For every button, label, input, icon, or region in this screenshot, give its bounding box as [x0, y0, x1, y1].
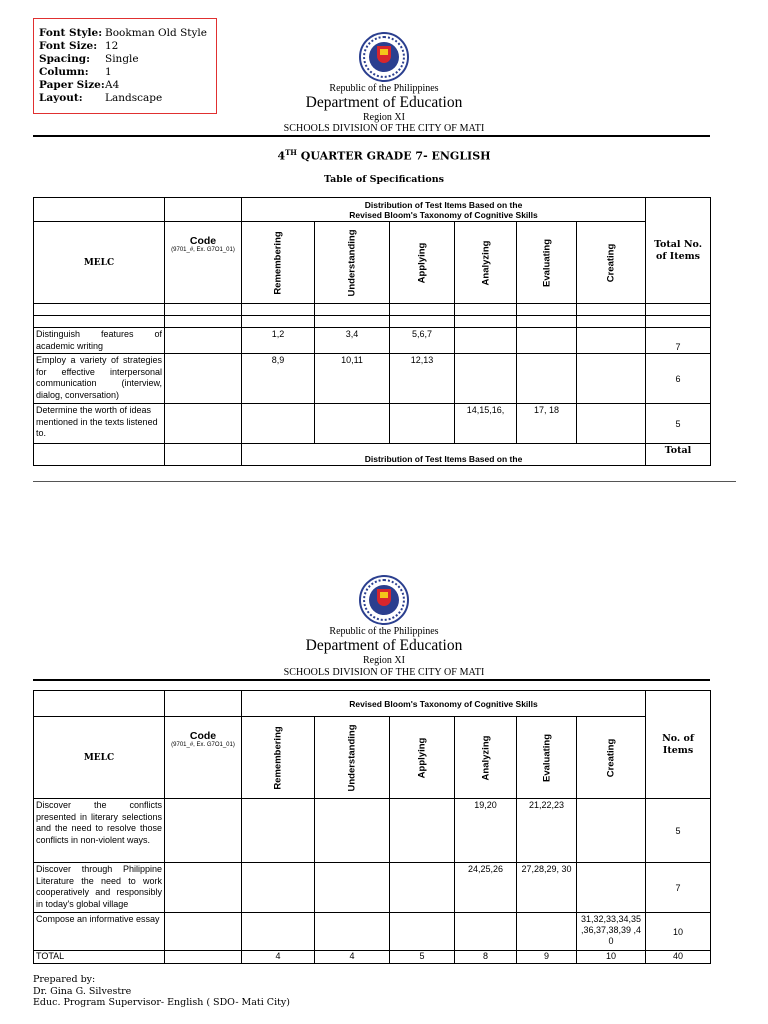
footer-total: Total [646, 444, 711, 466]
item-cell [315, 799, 390, 863]
grand-total-cell: 40 [646, 951, 711, 964]
total-cell: 10 [646, 913, 711, 951]
melc-cell: Compose an informative essay [34, 913, 165, 951]
total-cell: 5 [646, 799, 711, 863]
empty-cell [34, 198, 165, 222]
skill-header [315, 222, 390, 304]
item-cell: 24,25,26 [455, 863, 517, 913]
footer-row [34, 444, 711, 466]
region-text: Region XI [363, 112, 405, 123]
empty-cell [34, 444, 165, 466]
code-header [165, 717, 242, 799]
item-cell [455, 354, 517, 404]
melc-cell: Employ a variety of strategies for effective interpersonal communication (interview, dialog, conversation) [34, 354, 165, 404]
format-label: Column: [39, 66, 89, 78]
total-items-header: No. of Items [646, 691, 711, 799]
preparer-name: Dr. Gina G. Silvestre [33, 985, 132, 997]
format-label: Font Style: [39, 27, 103, 39]
skill-analyzing: Analyzing [480, 240, 491, 285]
code-cell [165, 951, 242, 964]
skill-header [455, 222, 517, 304]
skill-evaluating: Evaluating [541, 238, 552, 287]
total-cell: 6 [646, 354, 711, 404]
item-cell [242, 913, 315, 951]
skill-header [242, 717, 315, 799]
department-title: Department of Education [305, 94, 463, 111]
tos-table-1 [33, 197, 711, 466]
skill-applying: Applying [416, 242, 428, 283]
code-format: (9701_#, Ex. G7O1_01) [171, 742, 235, 748]
format-value: 12 [105, 40, 119, 52]
code-label: Code [189, 730, 217, 742]
item-cell [315, 404, 390, 444]
format-value: Single [105, 53, 139, 65]
deped-seal-icon [359, 575, 409, 625]
skills-row [34, 222, 711, 304]
division-text: SCHOOLS DIVISION OF THE CITY OF MATI [283, 667, 485, 678]
item-cell: 1,2 [242, 328, 315, 354]
total-row [34, 951, 711, 964]
item-cell [455, 328, 517, 354]
header-row [34, 198, 711, 222]
item-cell [577, 404, 646, 444]
spacer-row [34, 316, 711, 328]
skill-creating: Creating [605, 738, 617, 777]
quarter-rest: QUARTER GRADE 7- ENGLISH [296, 149, 491, 163]
department-title: Department of Education [305, 637, 463, 654]
format-row [39, 27, 216, 40]
code-format: (9701_#, Ex. G7O1_01) [171, 247, 235, 253]
code-cell [165, 799, 242, 863]
item-cell [315, 913, 390, 951]
item-cell: 5,6,7 [390, 328, 455, 354]
item-cell [242, 404, 315, 444]
item-cell [517, 913, 577, 951]
code-label: Code [189, 235, 217, 247]
spacer-row [34, 304, 711, 316]
skills-row [34, 717, 711, 799]
format-label: Paper Size: [39, 79, 105, 91]
format-label: Spacing: [39, 53, 90, 65]
skill-evaluating: Evaluating [541, 733, 552, 782]
item-cell [242, 863, 315, 913]
empty-cell [165, 691, 242, 717]
total-skill-cell: 4 [315, 951, 390, 964]
republic-text: Republic of the Philippines [329, 83, 439, 94]
skill-understanding: Understanding [346, 228, 358, 297]
tos-table-2 [33, 690, 711, 964]
quarter-suffix: TH [285, 148, 297, 157]
total-skill-cell: 10 [577, 951, 646, 964]
item-cell [577, 328, 646, 354]
table-row [34, 404, 711, 444]
skill-header [390, 222, 455, 304]
deped-seal-icon [359, 32, 409, 82]
format-value: A4 [105, 79, 120, 91]
format-row [39, 53, 216, 66]
skill-analyzing: Analyzing [480, 735, 491, 780]
item-cell: 21,22,23 [517, 799, 577, 863]
format-row [39, 66, 216, 79]
table-row [34, 354, 711, 404]
item-cell: 8,9 [242, 354, 315, 404]
melc-cell: Determine the worth of ideas mentioned in the texts listened to. [34, 404, 165, 444]
dist-line-2: Revised Bloom's Taxonomy of Cognitive Skills [349, 209, 538, 220]
table-row [34, 328, 711, 354]
item-cell [390, 863, 455, 913]
skill-remembering: Remembering [272, 725, 284, 790]
code-cell [165, 863, 242, 913]
item-cell [455, 913, 517, 951]
total-cell: 7 [646, 328, 711, 354]
prepared-by-block [33, 974, 290, 1009]
item-cell [517, 328, 577, 354]
total-cell: 5 [646, 404, 711, 444]
item-cell [517, 354, 577, 404]
quarter-number: 4 [277, 149, 286, 163]
code-header [165, 222, 242, 304]
code-cell [165, 328, 242, 354]
format-value: Bookman Old Style [105, 27, 207, 39]
skill-header [577, 717, 646, 799]
total-cell: 7 [646, 863, 711, 913]
quarter-title [0, 148, 768, 163]
format-row [39, 40, 216, 53]
header-rule [33, 135, 710, 137]
total-skill-cell: 8 [455, 951, 517, 964]
format-value: 1 [105, 66, 112, 78]
code-cell [165, 354, 242, 404]
skill-header [315, 717, 390, 799]
empty-cell [34, 691, 165, 717]
item-cell [577, 354, 646, 404]
item-cell: 12,13 [390, 354, 455, 404]
item-cell: 3,4 [315, 328, 390, 354]
division-text: SCHOOLS DIVISION OF THE CITY OF MATI [283, 123, 485, 134]
total-items-header: Total No. of Items [646, 198, 711, 304]
item-cell: 14,15,16, [455, 404, 517, 444]
header-row [34, 691, 711, 717]
prepared-label: Prepared by: [33, 974, 96, 985]
code-cell [165, 913, 242, 951]
item-cell [577, 799, 646, 863]
page-break-line [33, 481, 736, 482]
skill-header [517, 222, 577, 304]
item-cell: 19,20 [455, 799, 517, 863]
skill-remembering: Remembering [272, 230, 284, 295]
header-rule [33, 679, 710, 681]
footer-distribution: Distribution of Test Items Based on the [242, 444, 646, 466]
skill-creating: Creating [605, 243, 617, 282]
empty-cell [165, 444, 242, 466]
skill-understanding: Understanding [346, 723, 358, 792]
item-cell [390, 799, 455, 863]
item-cell [577, 863, 646, 913]
item-cell: 17, 18 [517, 404, 577, 444]
total-skill-cell: 9 [517, 951, 577, 964]
skill-header [517, 717, 577, 799]
item-cell: 31,32,33,34,35 ,36,37,38,39 ,40 [577, 913, 646, 951]
format-label: Layout: [39, 92, 83, 104]
melc-header: MELC [34, 717, 165, 799]
melc-header: MELC [34, 222, 165, 304]
skill-header [390, 717, 455, 799]
region-text: Region XI [363, 655, 405, 666]
distribution-header: Revised Bloom's Taxonomy of Cognitive Skills [242, 691, 646, 717]
preparer-position: Educ. Program Supervisor- English ( SDO- Mati City) [33, 997, 291, 1008]
item-cell [315, 863, 390, 913]
format-label: Font Size: [39, 40, 98, 52]
dist-line-1: Distribution of Test Items Based on the [364, 199, 523, 210]
item-cell [390, 404, 455, 444]
skill-header [242, 222, 315, 304]
skill-applying: Applying [416, 737, 428, 778]
melc-cell: Discover through Philippine Literature the need to work cooperatively and responsibly in today's global village [34, 863, 165, 913]
item-cell: 27,28,29, 30 [517, 863, 577, 913]
skill-header [455, 717, 517, 799]
empty-cell [165, 198, 242, 222]
melc-cell: Distinguish features of academic writing [34, 328, 165, 354]
total-label: TOTAL [34, 951, 165, 964]
table-row [34, 863, 711, 913]
melc-cell: Discover the conflicts presented in literary selections and the need to resolve those conflicts in non-violent ways. [34, 799, 165, 863]
republic-text: Republic of the Philippines [329, 626, 439, 637]
item-cell [242, 799, 315, 863]
code-cell [165, 404, 242, 444]
table-row [34, 913, 711, 951]
item-cell: 10,11 [315, 354, 390, 404]
format-value: Landscape [105, 92, 163, 104]
total-skill-cell: 5 [390, 951, 455, 964]
skill-header [577, 222, 646, 304]
table-row [34, 799, 711, 863]
distribution-header [242, 198, 646, 222]
total-skill-cell: 4 [242, 951, 315, 964]
item-cell [390, 913, 455, 951]
tos-subtitle: Table of Specifications [323, 174, 445, 185]
